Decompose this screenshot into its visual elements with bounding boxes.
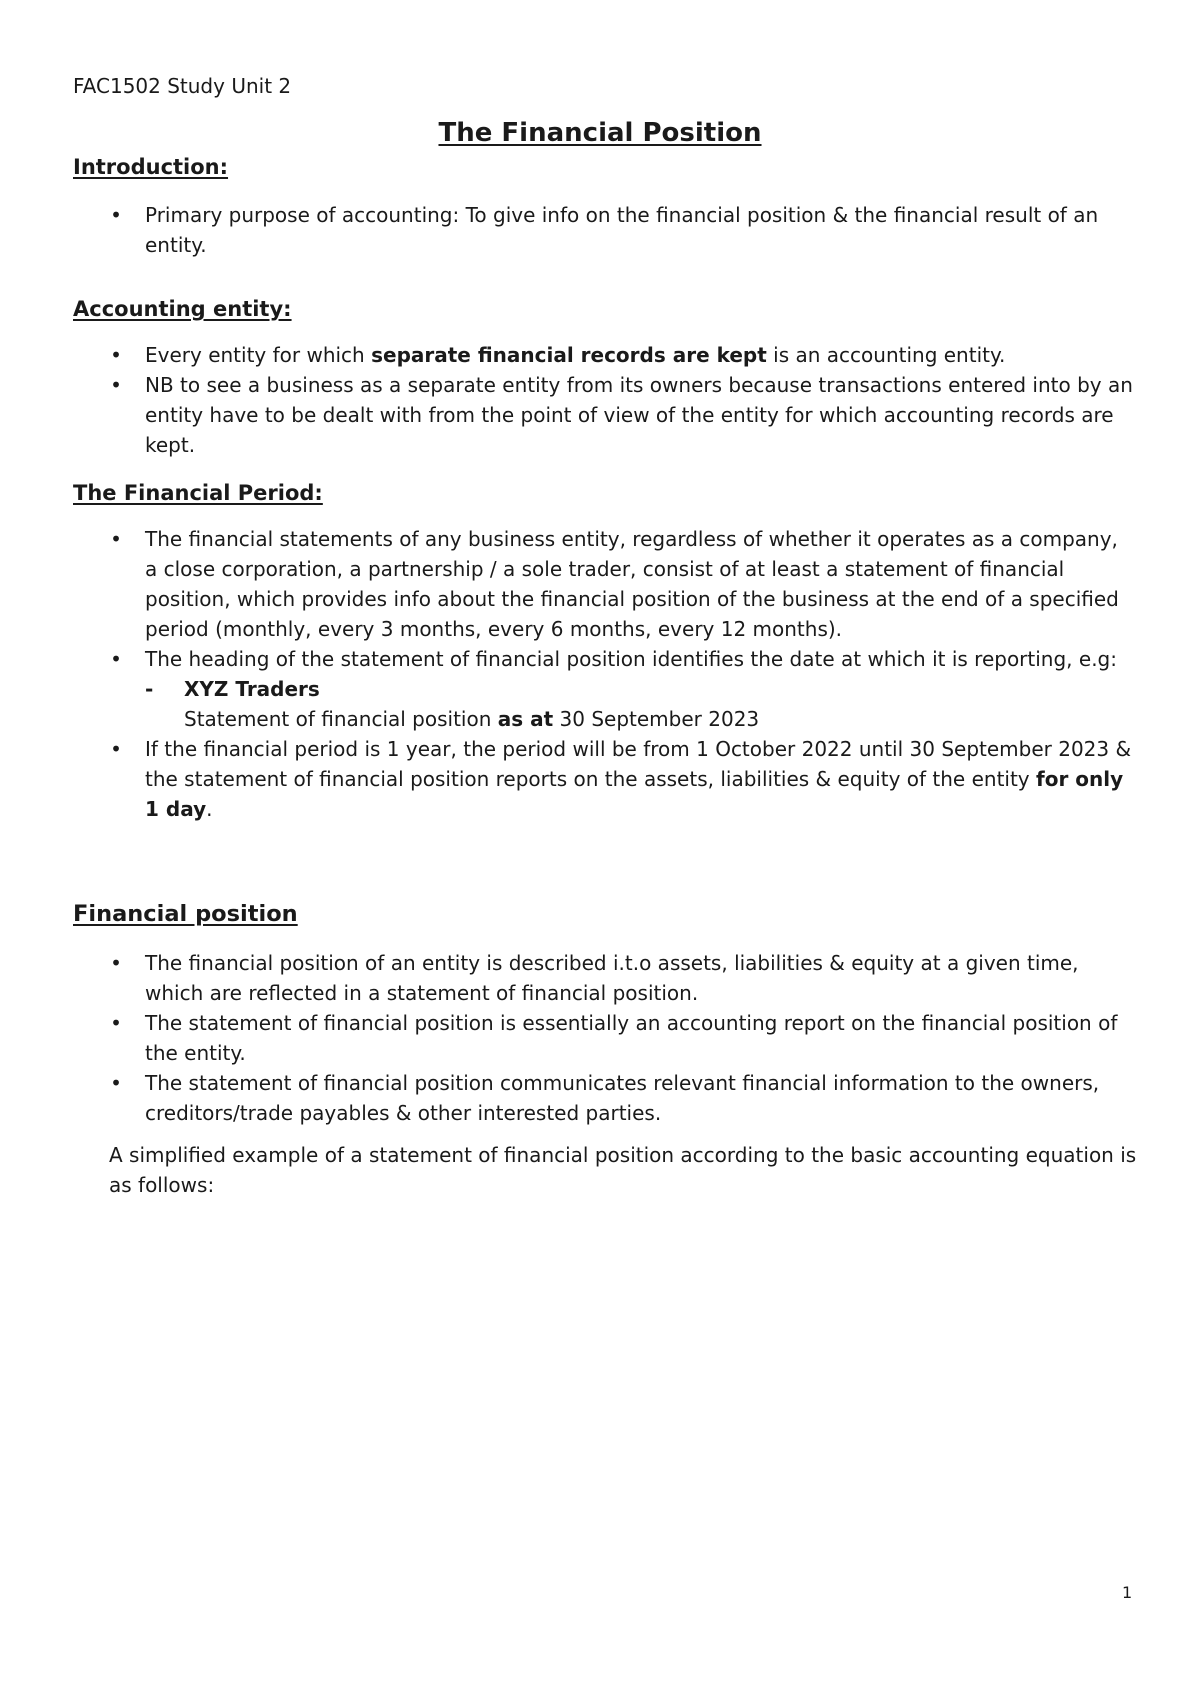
page-number: 1 — [1122, 1583, 1133, 1602]
list-item — [73, 1068, 1133, 1128]
bullet-icon: • — [110, 1071, 122, 1095]
period-heading: The Financial Period: — [73, 481, 323, 505]
list-item — [73, 370, 1133, 460]
bullet-icon: • — [110, 737, 122, 761]
entity-list — [73, 340, 1133, 460]
period-bullet-3-pre: If the financial period is 1 year, the period will be from 1 October 2022 until 30 September 2023 & the statement of financial position reports on the assets, liabilities & equity of the entity — [145, 737, 1132, 791]
period-bullet-1: The financial statements of any business entity, regardless of whether it operates as a company, a close corporation, a partnership / a sole trader, consist of at least a statement of financial position, which provides info about the financial position of the business at the end of a specified period (monthly, every 3 months, every 6 months, every 12 months). — [145, 527, 1119, 641]
bullet-icon: • — [110, 203, 122, 227]
closing-paragraph: A simplified example of a statement of financial position according to the basic accounting equation is as follows: — [109, 1143, 1137, 1197]
intro-heading: Introduction: — [73, 155, 229, 179]
example-bold: as at — [497, 707, 554, 731]
entity-bullet-2: NB to see a business as a separate entity from its owners because transactions entered into by an entity have to be dealt with from the point of view of the entity for which accounting records are kept. — [145, 373, 1133, 457]
bullet-icon: • — [110, 527, 122, 551]
period-list — [73, 524, 1133, 824]
example-entity-name-text: XYZ Traders — [184, 677, 320, 701]
list-item — [73, 524, 1133, 644]
list-item — [73, 644, 1133, 734]
intro-bullet-text: Primary purpose of accounting: To give info on the financial position & the financial result of an entity. — [145, 203, 1099, 257]
list-item — [73, 200, 1133, 260]
example-statement-line — [184, 704, 1133, 734]
bullet-icon: • — [110, 951, 122, 975]
period-bullet-3-post: . — [206, 797, 213, 821]
bullet-icon: • — [110, 343, 122, 367]
position-heading: Financial position — [73, 901, 298, 927]
list-item — [73, 340, 1133, 370]
position-list — [73, 948, 1133, 1128]
entity-bullet-1-pre: Every entity for which — [145, 343, 372, 367]
example-pre: Statement of financial position — [184, 707, 498, 731]
period-bullet-3-bold: for only 1 day — [145, 767, 1124, 821]
position-bullet-2: The statement of financial position is essentially an accounting report on the financial position of the entity. — [145, 1011, 1118, 1065]
bullet-icon: • — [110, 373, 122, 397]
list-item — [73, 1008, 1133, 1068]
position-bullet-3: The statement of financial position communicates relevant financial information to the owners, creditors/trade payables & other interested parties. — [145, 1071, 1100, 1125]
bullet-icon: • — [110, 1011, 122, 1035]
entity-bullet-1-bold: separate financial records are kept — [371, 343, 767, 367]
example-entity-name — [184, 674, 1133, 704]
list-item — [73, 734, 1133, 824]
entity-heading: Accounting entity: — [73, 297, 292, 321]
period-bullet-2: The heading of the statement of financial position identifies the date at which it is reporting, e.g: — [145, 647, 1117, 671]
bullet-icon: • — [110, 647, 122, 671]
example-post: 30 September 2023 — [553, 707, 760, 731]
entity-bullet-1-post: is an accounting entity. — [766, 343, 1006, 367]
position-bullet-1: The financial position of an entity is described i.t.o assets, liabilities & equity at a given time, which are reflected in a statement of financial position. — [145, 951, 1079, 1005]
page-header: FAC1502 Study Unit 2 — [73, 74, 292, 98]
dash-marker: - — [145, 677, 154, 701]
page-title: The Financial Position — [438, 118, 762, 148]
example-block — [145, 674, 1133, 734]
list-item — [73, 948, 1133, 1008]
intro-list — [73, 200, 1133, 260]
